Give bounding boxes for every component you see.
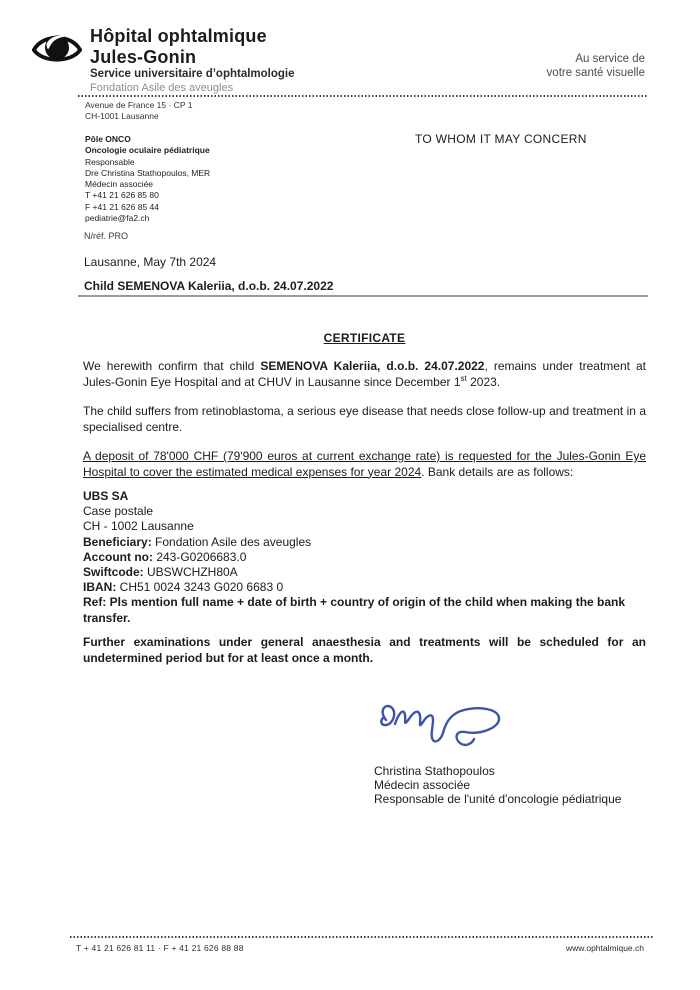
signatory-block bbox=[374, 764, 621, 807]
tagline bbox=[547, 52, 645, 80]
bank-details-block bbox=[83, 489, 646, 626]
sender-unit: Oncologie oculaire pédiatrique bbox=[85, 145, 210, 156]
sender-role: Responsable bbox=[85, 156, 135, 167]
patient-name-bold: SEMENOVA Kaleriia, d.o.b. 24.07.2022 bbox=[260, 359, 485, 373]
hospital-address bbox=[85, 100, 192, 122]
address-line2: CH-1001 Lausanne bbox=[85, 111, 159, 121]
footer-website: www.ophtalmique.ch bbox=[566, 943, 644, 953]
tagline-line2: votre santé visuelle bbox=[546, 67, 645, 79]
reference-line: N/réf. PRO bbox=[84, 231, 129, 241]
signatory-title1: Médecin associée bbox=[374, 778, 471, 793]
bank-ref-note: Ref: Pls mention full name + date of birth + country of origin of the child when making the bank transfer. bbox=[83, 595, 626, 625]
sender-contact-block bbox=[85, 134, 210, 224]
paragraph-deposit: A deposit of 78'000 CHF (79'900 euros at current exchange rate) is requested for the Jules-Gonin Eye Hospital to cover the estimated medical expenses for year 2024. Bank details are as follows: bbox=[83, 449, 646, 479]
recipient-line: TO WHOM IT MAY CONCERN bbox=[415, 132, 587, 146]
sender-doctor-title: Médecin associée bbox=[85, 179, 154, 190]
bank-beneficiary: Beneficiary: Fondation Asile des aveugles bbox=[83, 534, 312, 549]
address-line1: Avenue de France 15 · CP 1 bbox=[85, 100, 193, 110]
department-line: Service universitaire d’ophtalmologie bbox=[90, 68, 295, 80]
bank-iban: IBAN: CH51 0024 3243 G020 6683 0 bbox=[83, 580, 284, 595]
date-line: Lausanne, May 7th 2024 bbox=[84, 255, 217, 269]
sender-email: pediatrie@fa2.ch bbox=[85, 213, 150, 224]
signatory-title2: Responsable de l'unité d'oncologie pédiatrique bbox=[374, 792, 622, 807]
paragraph-diagnosis: The child suffers from retinoblastoma, a serious eye disease that needs close follow-up and treatment in a specialised centre. bbox=[83, 404, 646, 434]
footer-divider bbox=[70, 936, 654, 938]
deposit-underlined-text: A deposit of 78'000 CHF (79'900 euros at current exchange rate) is requested for the Jules-Gonin Eye Hospital to cover the estimated medical expenses for year 2024 bbox=[83, 449, 646, 479]
eye-logo-icon bbox=[32, 28, 82, 68]
sender-fax: F +41 21 626 85 44 bbox=[85, 201, 159, 212]
certificate-heading: CERTIFICATE bbox=[323, 331, 406, 345]
hospital-name-line1: Hôpital ophtalmique bbox=[90, 26, 267, 46]
subject-divider bbox=[78, 295, 648, 297]
hospital-name-line2: Jules-Gonin bbox=[90, 47, 197, 67]
sender-doctor: Dre Christina Stathopoulos, MER bbox=[85, 167, 211, 178]
bank-city: CH - 1002 Lausanne bbox=[83, 519, 194, 534]
handwritten-signature bbox=[370, 694, 512, 766]
bank-po-box: Case postale bbox=[83, 504, 154, 519]
subject-line: Child SEMENOVA Kaleriia, d.o.b. 24.07.2022 bbox=[84, 279, 334, 293]
foundation-line: Fondation Asile des aveugles bbox=[90, 82, 234, 94]
header-divider bbox=[78, 95, 647, 97]
bank-name: UBS SA bbox=[83, 489, 129, 503]
tagline-line1: Au service de bbox=[575, 53, 645, 65]
sender-phone: T +41 21 626 85 80 bbox=[85, 190, 159, 201]
signatory-name: Christina Stathopoulos bbox=[374, 764, 495, 778]
sender-pole: Pôle ONCO bbox=[85, 134, 131, 144]
bank-swift: Swiftcode: UBSWCHZH80A bbox=[83, 565, 238, 580]
paragraph-closing: Further examinations under general anaesthesia and treatments will be scheduled for an undetermined period but for at least once a month. bbox=[83, 635, 646, 665]
paragraph-confirmation: We herewith confirm that child SEMENOVA Kaleriia, d.o.b. 24.07.2022, remains under treatment at Jules-Gonin Eye Hospital and at CHUV in Lausanne since December 1st 2023. bbox=[83, 359, 646, 389]
bank-account: Account no: 243-G0206683.0 bbox=[83, 549, 247, 564]
hospital-name bbox=[90, 26, 267, 68]
footer-contacts: T + 41 21 626 81 11 · F + 41 21 626 88 88 bbox=[76, 943, 244, 953]
